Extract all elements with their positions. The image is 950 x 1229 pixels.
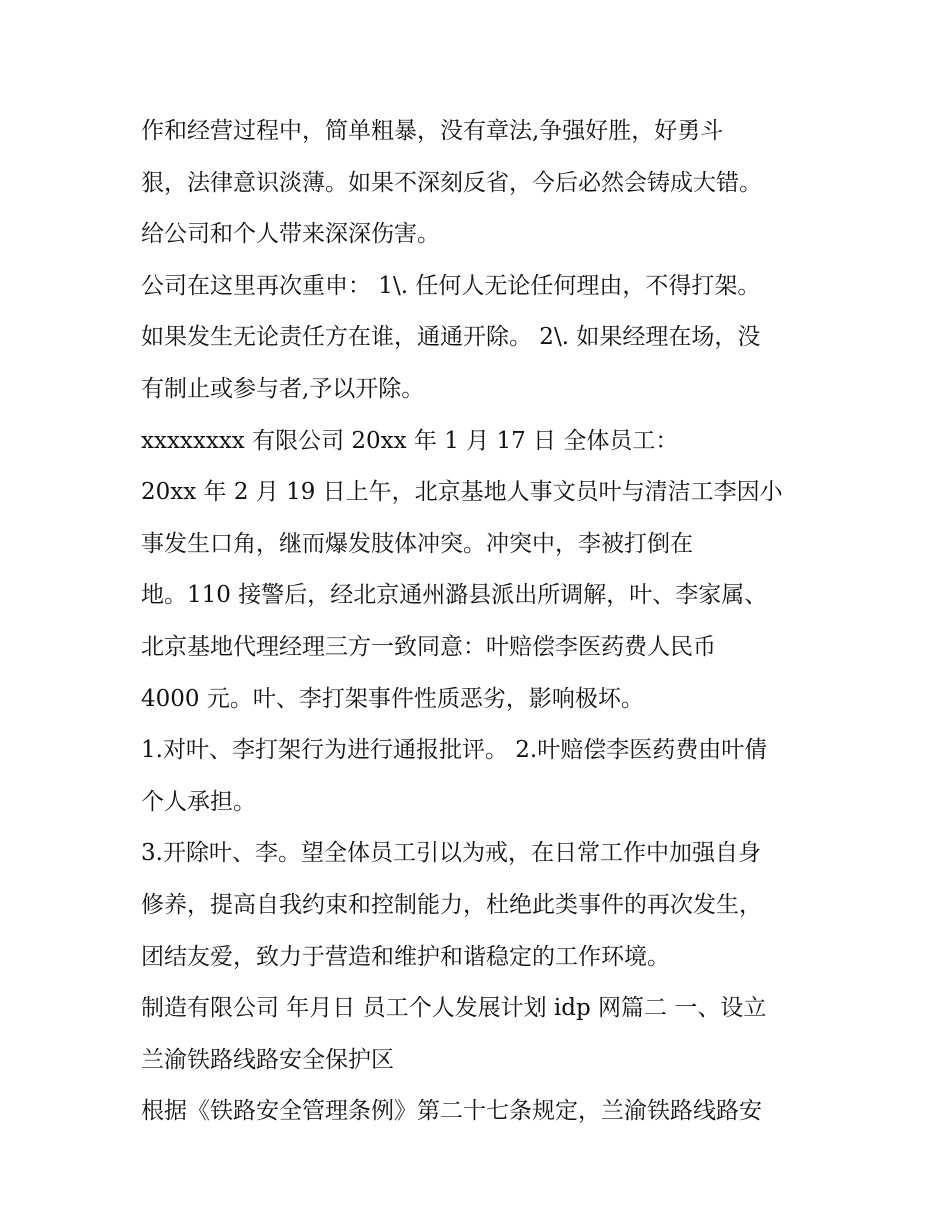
text-line: 团结友爱，致力于营造和维护和谐稳定的工作环境。	[141, 943, 670, 970]
text-line: 北京基地代理经理三方一致同意：叶赔偿李医药费人民币	[141, 633, 716, 660]
text-line: 地。110 接警后，经北京通州潞县派出所调解，叶、李家属、	[141, 582, 768, 609]
text-line: 如果发生无论责任方在谁，通通开除。 2\. 如果经理在场，没	[141, 324, 761, 351]
text-line: 个人承担。	[141, 788, 256, 815]
text-line: 20xx 年 2 月 19 日上午，北京基地人事文员叶与清洁工李因小	[141, 479, 783, 506]
text-line: 狠，法律意识淡薄。如果不深刻反省，今后必然会铸成大错。	[141, 169, 762, 196]
text-line: 3.开除叶、李。望全体员工引以为戒，在日常工作中加强自身	[141, 840, 761, 867]
text-line: 给公司和个人带来深深伤害。	[141, 221, 440, 248]
text-line: 4000 元。叶、李打架事件性质恶劣，影响极坏。	[141, 685, 644, 712]
text-line: 兰渝铁路线路安全保护区	[141, 1046, 394, 1073]
text-line: 1.对叶、李打架行为进行通报批评。 2.叶赔偿李医药费由叶倩	[141, 737, 768, 764]
document-body	[141, 106, 831, 1138]
text-line: 根据《铁路安全管理条例》第二十七条规定，兰渝铁路线路安	[141, 1098, 762, 1125]
text-line: 制造有限公司 年月日 员工个人发展计划 idp 网篇二 一、设立	[141, 995, 767, 1022]
text-line: xxxxxxxx 有限公司 20xx 年 1 月 17 日 全体员工：	[141, 427, 679, 454]
text-line: 事发生口角，继而爆发肢体冲突。冲突中，李被打倒在	[141, 530, 693, 557]
text-line: 修养，提高自我约束和控制能力，杜绝此类事件的再次发生，	[141, 891, 762, 918]
text-line: 作和经营过程中，简单粗暴，没有章法,争强好胜，好勇斗	[141, 118, 724, 144]
text-line: 有制止或参与者,予以开除。	[141, 375, 425, 402]
text-line: 公司在这里再次重申： 1\. 任何人无论任何理由，不得打架。	[141, 272, 761, 299]
